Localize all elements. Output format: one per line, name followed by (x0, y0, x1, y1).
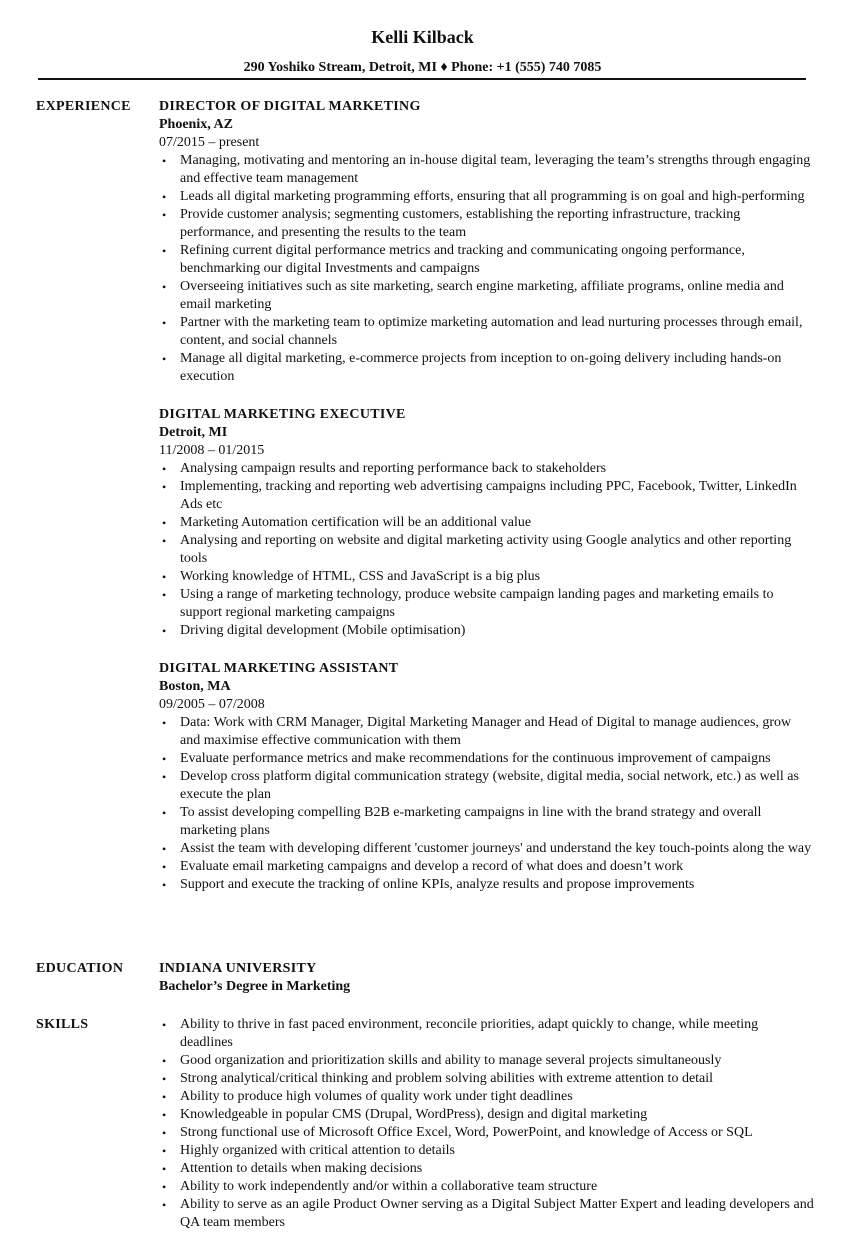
bullet-text: Implementing, tracking and reporting web advertising campaigns including PPC, Facebook, Twitter, LinkedIn Ads etc (180, 479, 797, 512)
job-dates: 09/2005 – 07/2008 (159, 697, 265, 712)
bullet-text: Good organization and prioritization skills and ability to manage several projects simultaneously (180, 1053, 722, 1068)
bullet-icon: • (162, 534, 167, 548)
bullet-text: Evaluate email marketing campaigns and develop a record of what does and doesn’t work (180, 859, 684, 874)
job-location: Phoenix, AZ (159, 117, 233, 132)
bullet-item (159, 876, 814, 894)
bullet-icon: • (162, 1072, 167, 1086)
bullet-item (159, 840, 814, 858)
job-title: DIGITAL MARKETING EXECUTIVE (159, 407, 406, 422)
bullet-icon: • (162, 154, 167, 168)
candidate-name: Kelli Kilback (371, 27, 474, 47)
bullet-text: Knowledgeable in popular CMS (Drupal, WordPress), design and digital marketing (180, 1107, 648, 1122)
job-title: DIGITAL MARKETING ASSISTANT (159, 661, 399, 676)
bullet-icon: • (162, 1180, 167, 1194)
bullet-item (159, 514, 814, 532)
contact-info: 290 Yoshiko Stream, Detroit, MI ♦ Phone: +1 (555) 740 7085 (243, 60, 602, 75)
job-entry (159, 406, 814, 640)
bullet-text: To assist developing compelling B2B e-marketing campaigns in line with the brand strategy and overall marketing plans (180, 805, 762, 838)
school-name: INDIANA UNIVERSITY (159, 961, 317, 976)
bullet-icon: • (162, 570, 167, 584)
bullet-icon: • (162, 1126, 167, 1140)
job-entry (159, 660, 814, 894)
bullet-text: Driving digital development (Mobile optimisation) (180, 623, 466, 638)
bullet-icon: • (162, 280, 167, 294)
bullet-text: Marketing Automation certification will be an additional value (180, 515, 532, 530)
bullet-item (159, 622, 814, 640)
bullet-text: Ability to produce high volumes of quality work under tight deadlines (180, 1089, 573, 1104)
bullet-text: Working knowledge of HTML, CSS and JavaScript is a big plus (180, 569, 541, 584)
bullet-text: Assist the team with developing different 'customer journeys' and understand the key touch-points along the way (180, 841, 812, 856)
bullet-icon: • (162, 1090, 167, 1104)
bullet-item (159, 714, 814, 750)
bullet-icon: • (162, 516, 167, 530)
bullet-icon: • (162, 462, 167, 476)
bullet-icon: • (162, 1144, 167, 1158)
job-dates: 07/2015 – present (159, 135, 260, 150)
bullet-item (159, 750, 814, 768)
bullet-text: Evaluate performance metrics and make recommendations for the continuous improvement of campaigns (180, 751, 771, 766)
bullet-item (159, 568, 814, 586)
bullet-text: Develop cross platform digital communication strategy (website, digital media, social network, etc.) as well as execute the plan (180, 769, 799, 802)
job-dates: 11/2008 – 01/2015 (159, 443, 265, 458)
job-duties-list (159, 460, 814, 640)
bullet-icon: • (162, 770, 167, 784)
bullet-item (159, 768, 814, 804)
bullet-icon: • (162, 316, 167, 330)
bullet-icon: • (162, 1198, 167, 1212)
bullet-item (159, 1142, 814, 1160)
bullet-icon: • (162, 352, 167, 366)
bullet-item (159, 804, 814, 840)
bullet-icon: • (162, 480, 167, 494)
bullet-icon: • (162, 842, 167, 856)
bullet-text: Strong analytical/critical thinking and problem solving abilities with extreme attention to detail (180, 1071, 714, 1086)
bullet-text: Overseeing initiatives such as site marketing, search engine marketing, affiliate programs, online media and email marketing (180, 279, 784, 312)
education-body (159, 960, 814, 996)
job-entry (159, 98, 814, 386)
bullet-item (159, 478, 814, 514)
bullet-text: Ability to thrive in fast paced environment, reconcile priorities, adapt quickly to change, while meeting deadlines (180, 1017, 759, 1050)
bullet-icon: • (162, 1018, 167, 1032)
bullet-item (159, 242, 814, 278)
bullet-item (159, 1124, 814, 1142)
degree: Bachelor’s Degree in Marketing (159, 979, 351, 994)
bullet-text: Analysing campaign results and reporting performance back to stakeholders (180, 461, 607, 476)
job-title: DIRECTOR OF DIGITAL MARKETING (159, 99, 421, 114)
bullet-item (159, 1070, 814, 1088)
bullet-item (159, 206, 814, 242)
bullet-icon: • (162, 860, 167, 874)
bullet-text: Managing, motivating and mentoring an in-house digital team, leveraging the team’s strengths through engaging and effective team management (180, 153, 811, 186)
bullet-icon: • (162, 878, 167, 892)
bullet-text: Using a range of marketing technology, produce website campaign landing pages and marketing emails to support regional marketing campaigns (180, 587, 774, 620)
bullet-text: Partner with the marketing team to optimize marketing automation and lead nurturing processes through email, content, and social channels (180, 315, 803, 348)
bullet-text: Highly organized with critical attention to details (180, 1143, 456, 1158)
bullet-icon: • (162, 244, 167, 258)
bullet-text: Manage all digital marketing, e-commerce projects from inception to on-going delivery including hands-on execution (180, 351, 782, 384)
bullet-text: Provide customer analysis; segmenting customers, establishing the reporting infrastructure, tracking performance, and presenting the results to the team (180, 207, 741, 240)
job-location: Detroit, MI (159, 425, 228, 440)
bullet-item (159, 350, 814, 386)
bullet-item (159, 1178, 814, 1196)
bullet-text: Strong functional use of Microsoft Office Excel, Word, PowerPoint, and knowledge of Access or SQL (180, 1125, 753, 1140)
skills-list (159, 1016, 814, 1232)
job-duties-list (159, 152, 814, 386)
bullet-item (159, 188, 814, 206)
bullet-item (159, 1106, 814, 1124)
job-duties-list (159, 714, 814, 894)
bullet-icon: • (162, 624, 167, 638)
bullet-text: Attention to details when making decisions (180, 1161, 423, 1176)
bullet-text: Ability to serve as an agile Product Owner serving as a Digital Subject Matter Expert and leading developers and QA team members (180, 1197, 814, 1230)
experience-label: EXPERIENCE (36, 99, 131, 114)
bullet-icon: • (162, 1162, 167, 1176)
bullet-item (159, 586, 814, 622)
job-location: Boston, MA (159, 679, 231, 694)
bullet-item (159, 1196, 814, 1232)
bullet-item (159, 314, 814, 350)
bullet-icon: • (162, 1054, 167, 1068)
bullet-icon: • (162, 752, 167, 766)
skills-label: SKILLS (36, 1017, 89, 1032)
bullet-text: Refining current digital performance metrics and tracking and communicating ongoing performance, benchmarking our digital Investments and campaigns (180, 243, 745, 276)
bullet-text: Ability to work independently and/or within a collaborative team structure (180, 1179, 598, 1194)
header-divider (38, 78, 806, 80)
bullet-text: Data: Work with CRM Manager, Digital Marketing Manager and Head of Digital to manage audiences, grow and maximise effective communication with them (180, 715, 792, 748)
bullet-item (159, 532, 814, 568)
bullet-item (159, 1160, 814, 1178)
bullet-icon: • (162, 806, 167, 820)
bullet-icon: • (162, 588, 167, 602)
bullet-icon: • (162, 1108, 167, 1122)
skills-body (159, 1016, 814, 1232)
bullet-item (159, 152, 814, 188)
bullet-text: Analysing and reporting on website and digital marketing activity using Google analytics and other reporting tools (180, 533, 792, 566)
bullet-item (159, 858, 814, 876)
bullet-icon: • (162, 208, 167, 222)
bullet-text: Leads all digital marketing programming efforts, ensuring that all programming is on goal and high-performing (180, 189, 805, 204)
experience-list (159, 98, 814, 914)
bullet-icon: • (162, 716, 167, 730)
bullet-item (159, 460, 814, 478)
bullet-item (159, 1052, 814, 1070)
education-label: EDUCATION (36, 961, 124, 976)
bullet-icon: • (162, 190, 167, 204)
bullet-item (159, 278, 814, 314)
bullet-item (159, 1088, 814, 1106)
bullet-text: Support and execute the tracking of online KPIs, analyze results and propose improvements (180, 877, 695, 892)
bullet-item (159, 1016, 814, 1052)
